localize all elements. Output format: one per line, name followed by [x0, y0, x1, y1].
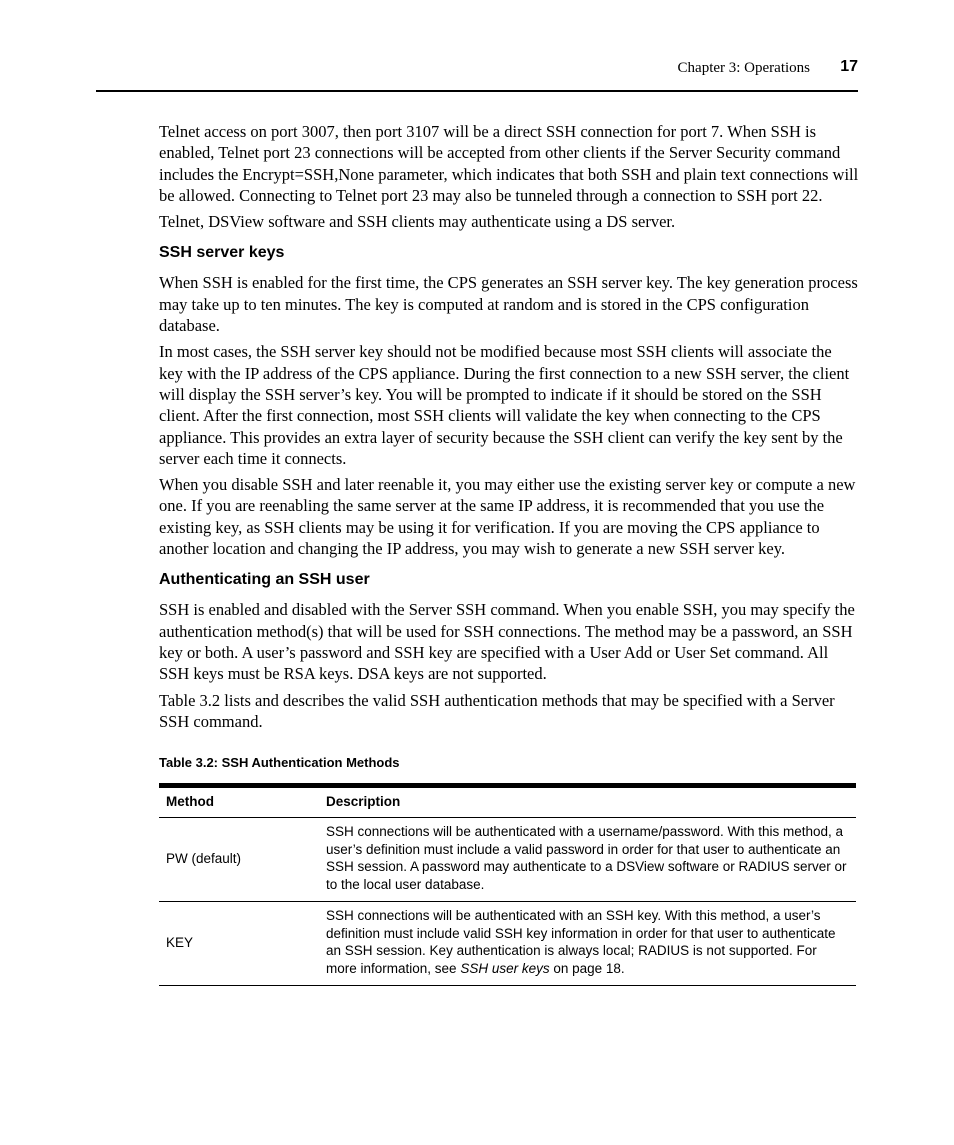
description-text-end: on page 18.: [549, 960, 625, 976]
paragraph-ssh-enable-command: SSH is enabled and disabled with the Server SSH command. When you enable SSH, you may specify the authentication method(s) that will be used for SSH connections. The method may be a password, an SSH key or both. A user’s password and SSH key are specified with a User Add or User Set command. All SSH keys must be RSA keys. DSA keys are not supported.: [159, 600, 855, 684]
paragraph-table-reference: Table 3.2 lists and describes the valid SSH authentication methods that may be specified with a Server SSH command.: [159, 690, 835, 731]
table-header-row: [159, 786, 856, 818]
heading-ssh-server-keys: SSH server keys: [159, 244, 285, 262]
table-row: [159, 818, 856, 902]
page-content: [159, 121, 859, 986]
table-row: [159, 902, 856, 986]
method-cell: PW (default): [159, 818, 319, 902]
column-header-description: Description: [319, 786, 856, 818]
table-caption: Table 3.2: SSH Authentication Methods: [159, 755, 400, 771]
paragraph-authenticate-clients: Telnet, DSView software and SSH clients may authenticate using a DS server.: [159, 212, 676, 232]
ssh-authentication-methods-table: [159, 783, 856, 986]
heading-authenticating-ssh-user: Authenticating an SSH user: [159, 571, 370, 589]
chapter-title: Chapter 3: Operations: [677, 60, 810, 76]
cross-reference-link[interactable]: SSH user keys: [460, 960, 550, 976]
paragraph-telnet-port: Telnet access on port 3007, then port 3107 will be a direct SSH connection for port 7. When SSH is enabled, Telnet port 23 connections will be accepted from other clients if the Server Security command includes the Encrypt=SSH,None parameter, which indicates that both SSH and plain text connections will be allowed. Connecting to Telnet port 23 may also be tunneled through a connection to SSH port 22.: [159, 122, 859, 205]
method-cell: KEY: [159, 902, 319, 986]
column-header-method: Method: [159, 786, 319, 818]
page-number: 17: [840, 58, 858, 75]
paragraph-server-key-modification: In most cases, the SSH server key should not be modified because most SSH clients will associate the key with the IP address of the CPS appliance. During the first connection to a new SSH server, the client will display the SSH server’s key. You will be prompted to indicate if it should be stored on the SSH client. After the first connection, most SSH clients will validate the key when connecting to the CPS appliance. This provides an extra layer of security because the SSH client can verify the key sent by the server each time it connects.: [159, 342, 850, 468]
page-header: [96, 58, 858, 92]
paragraph-reenable-ssh: When you disable SSH and later reenable it, you may either use the existing server key or compute a new one. If you are reenabling the same server at the same IP address, it is recommended that you use the existing key, as SSH clients may be using it for verification. If you are moving the CPS appliance to another location and changing the IP address, you may wish to generate a new SSH server key.: [159, 475, 856, 559]
description-text: SSH connections will be authenticated with an SSH key. With this method, a user’s definition must include valid SSH key information in order for that user to authenticate an SSH session. Key authentication is always local; RADIUS is not supported. For more information, see: [326, 908, 836, 976]
description-cell: SSH connections will be authenticated with a username/password. With this method, a user’s definition must include a valid password in order for that user to authenticate an SSH session. A password may authenticate to a DSView software or RADIUS server or to the local user database.: [319, 818, 856, 902]
description-cell: [319, 902, 856, 986]
paragraph-server-key-generation: When SSH is enabled for the first time, the CPS generates an SSH server key. The key generation process may take up to ten minutes. The key is computed at random and is stored in the CPS configuration database.: [159, 273, 858, 336]
